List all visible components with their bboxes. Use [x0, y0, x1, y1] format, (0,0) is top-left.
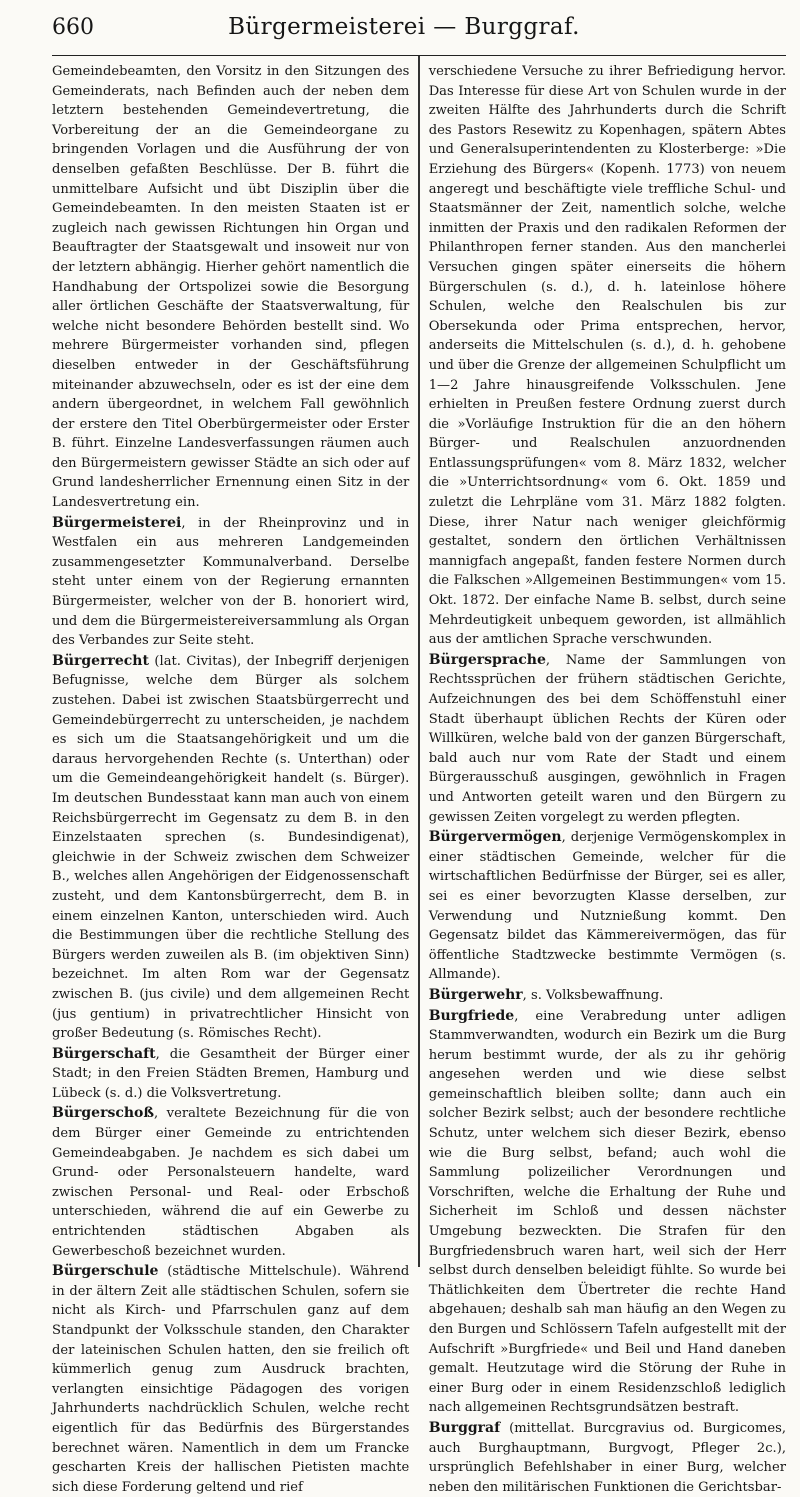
entry-text: , s. Volksbewaffnung. [522, 987, 664, 1003]
entry-lemma: Bürgerschule [52, 1263, 159, 1280]
entry-lemma: Bürgerschoß [52, 1105, 155, 1122]
dictionary-entry [52, 652, 409, 1044]
right-column [420, 62, 786, 1495]
entry-lemma: Bürgersprache [428, 651, 546, 668]
dictionary-entry [429, 62, 786, 650]
dictionary-entry [52, 1262, 409, 1497]
page-number: 660 [52, 15, 94, 40]
dictionary-entry [52, 1104, 409, 1261]
entry-text: , die Gesamtheit der Bürger einer Stadt; in den Freien Städten Bremen, Hamburg und Lübeck (s. d.) die Volksvertretung. [52, 1046, 410, 1101]
dictionary-entry [429, 1419, 786, 1497]
entry-text: verschiedene Versuche zu ihrer Befriedigung hervor. Das Interesse für diese Art von Schulen wurde in der zweiten Hälfte des Jahrhunderts durch die Schrift des Pastors Resewitz zu Kopenhagen, spätern Abtes und Generalsuperintendenten zu Klosterberge: »Die Erziehung des Bürgers« (Kopenh. 1773) von neuem angeregt und beschäftigte viele treffliche Schul- und Staatsmänner der Zeit, namentlich solche, welche inmitten der Praxis und den radikalen Reformen der Philanthropen ferner standen. Aus den mancherlei Versuchen gingen später einerseits die höhern Bürgerschulen (s. d.), d. h. lateinlose höhere Schulen, welche den Realschulen bis zur Obersekunda oder Prima entsprechen, hervor, anderseits die Mittelschulen (s. d.), d. h. gehobene und über die Grenze der allgemeinen Schulpflicht um 1—2 Jahre hinausgreifende Volksschulen. Jene erhielten in Preußen festere Ordnung zuerst durch die »Vorläufige Instruktion für die an den höhern Bürger- und Realschulen anzuordnenden Entlassungsprüfungen« vom 8. März 1832, welcher die »Unterrichtsordnung« vom 6. Okt. 1859 und zuletzt die Lehrpläne vom 31. März 1882 folgten. Diese, ihrer Natur nach weniger gleichförmig gestaltet, sondern den örtlichen Verhältnissen mannigfach angepaßt, fanden festere Normen durch die Falkschen »Allgemeinen Bestimmungen« vom 15. Okt. 1872. Der einfache Name B. selbst, durch seine Mehrdeutigkeit unbequem geworden, ist allmählich aus der amtlichen Sprache verschwunden. [428, 64, 786, 648]
running-title: Bürgermeisterei — Burggraf. [228, 14, 580, 40]
entry-lemma: Bürgerschaft [52, 1045, 156, 1062]
dictionary-entry [429, 651, 786, 827]
entry-lemma: Bürgermeisterei [52, 514, 182, 531]
two-column-body [52, 62, 786, 1495]
entry-text: , in der Rheinprovinz und in Westfalen ein aus mehreren Landgemeinden zusammengesetzter Kommunalverband. Derselbe steht unter einem von der Regierung ernannten Bürgermeister, welcher von der B. honoriert wird, und dem die Bürgermeistereiversammlung als Organ des Verbandes zur Seite steht. [52, 515, 410, 649]
entry-lemma: Bürgerwehr [428, 986, 523, 1003]
entry-lemma: Bürgerrecht [52, 652, 149, 669]
left-column [52, 62, 418, 1495]
entry-text: (mittellat. Burcgravius od. Burgicomes, auch Burghauptmann, Burgvogt, Pfleger 2c.), ursprünglich Befehlshaber in einer Burg, welcher neben den militärischen Funktionen die Gerichtsbar- [428, 1420, 786, 1495]
entry-text: (städtische Mittelschule). Während in der ältern Zeit alle städtischen Schulen, sofern sie nicht als Kirch- und Pfarrschulen ganz auf dem Standpunkt der Volksschule standen, den Charakter der lateinischen Schulen hatten, den sie freilich oft kümmerlich genug zum Ausdruck brachten, verlangten einsichtige Pädagogen des vorigen Jahrhunderts nachdrücklich Schulen, welche recht eigentlich für das Bedürfnis des Bürgerstandes berechnet wären. Namentlich in dem um Francke gescharten Kreis der hallischen Pietisten machte sich diese Forderung geltend und rief [52, 1264, 410, 1495]
page-header [52, 8, 786, 56]
entry-text: (lat. Civitas), der Inbegriff derjenigen Befugnisse, welche dem Bürger als solchem zustehen. Dabei ist zwischen Staatsbürgerrecht und Gemeindebürgerrecht zu unterscheiden, je nachdem es sich um die Staatsangehörigkeit und um die daraus hervorgehenden Rechte (s. Unterthan) oder um die Gemeindeangehörigkeit handelt (s. Bürger). Im deutschen Bundesstaat kann man auch von einem Reichsbürgerrecht im Gegensatz zu dem B. in den Einzelstaaten sprechen (s. Bundesindigenat), gleichwie in der Schweiz zwischen dem Schweizer B., welches allen Angehörigen der Eidgenossenschaft zusteht, und dem Kantonsbürgerrecht, dem B. in einem einzelnen Kanton, unterschieden wird. Auch die Bestimmungen über die rechtliche Stellung des Bürgers werden zuweilen als B. (im objektiven Sinn) bezeichnet. Im alten Rom war der Gegensatz zwischen B. (jus civile) und dem allgemeinen Recht (jus gentium) in privatrechtlicher Hinsicht von großer Bedeutung (s. Römisches Recht). [52, 653, 410, 1042]
dictionary-entry [429, 828, 786, 985]
dictionary-entry [429, 986, 786, 1006]
entry-text: Gemeindebeamten, den Vorsitz in den Sitzungen des Gemeinderats, nach Befinden auch der neben dem letztern bestehenden Gemeindevertretung, die Vorbereitung der an die Gemeindeorgane zu bringenden Vorlagen und die Ausführung der von denselben gefaßten Beschlüsse. Der B. führt die unmittelbare Aufsicht und übt Disziplin über die Gemeindebeamten. In den meisten Staaten ist er zugleich nach gewissen Richtungen hin Organ und Beauftragter der Staatsgewalt und insoweit nur von der letztern abhängig. Hierher gehört namentlich die Handhabung der Ortspolizei sowie die Besorgung aller örtlichen Geschäfte der Staatsverwaltung, für welche nicht besondere Behörden bestellt sind. Wo mehrere Bürgermeister vorhanden sind, pflegen dieselben entweder in der Geschäftsführung miteinander abzuwechseln, oder es ist der eine dem andern übergeordnet, in welchem Fall gewöhnlich der erstere den Titel Oberbürgermeister oder Erster B. führt. Einzelne Landesverfassungen räumen auch den Bürgermeistern gewisser Städte an sich oder auf Grund landesherrlicher Ernennung einen Sitz in der Landesvertretung ein. [52, 64, 410, 511]
entry-text: , veraltete Bezeichnung für die von dem Bürger einer Gemeinde zu entrichtenden Gemeindeabgaben. Je nachdem es sich dabei um Grund- oder Personalsteuern handelte, ward zwischen Personal- und Real- oder Erbschoß unterschieden, während die auf ein Gewerbe zu entrichtenden städtischen Abgaben als Gewerbeschoß bezeichnet wurden. [52, 1106, 410, 1259]
dictionary-entry [52, 62, 409, 513]
entry-lemma: Burgfriede [428, 1007, 515, 1024]
entry-lemma: Bürgervermögen [428, 829, 562, 846]
entry-lemma: Burggraf [428, 1419, 501, 1436]
dictionary-entry [52, 1045, 409, 1104]
entry-text: , derjenige Vermögenskomplex in einer städtischen Gemeinde, welcher für die wirtschaftlichen Bedürfnisse der Bürger, sei es aller, sei es einer bevorzugten Klasse derselben, zur Verwendung und Nutznießung kommt. Den Gegensatz bildet das Kämmereivermögen, das für öffentliche Stadtzwecke bestimmte Vermögen (s. Allmande). [428, 830, 786, 983]
dictionary-entry [52, 514, 409, 651]
entry-text: , eine Verabredung unter adligen Stammverwandten, wodurch ein Bezirk um die Burg herum bestimmt wurde, der als zu ihr gehörig angesehen werden und wie diese selbst gemeinschaftlich bleiben sollte; dann auch ein solcher Bezirk selbst; auch der besondere rechtliche Schutz, unter welchem sich dieser Bezirk, ebenso wie die Burg selbst, befand; auch wohl die Sammlung polizeilicher Verordnungen und Vorschriften, welche die Erhaltung der Ruhe und Sicherheit im Schloß und dessen nächster Umgebung bezweckten. Die Strafen für den Burgfriedensbruch waren hart, weil sich der Herr selbst durch denselben beleidigt fühlte. So wurde bei Thätlichkeiten dem Übertreter die rechte Hand abgehauen; deshalb sah man häufig an den Wegen zu den Burgen und Schlössern Tafeln aufgestellt mit der Aufschrift »Burgfriede« und Beil und Hand daneben gemalt. Heutzutage wird die Störung der Ruhe in einer Burg oder in einem Residenzschloß lediglich nach allgemeinen Rechtsgrundsätzen bestraft. [428, 1008, 786, 1416]
entry-text: , Name der Sammlungen von Rechtssprüchen der frühern städtischen Gerichte, Aufzeichnungen des bei dem Schöffenstuhl einer Stadt überhaupt üblichen Rechts der Küren oder Willküren, welche bald von der ganzen Bürgerschaft, bald auch nur vom Rate der Stadt und einem Bürgerausschuß ausgingen, gewöhnlich in Fragen und Antworten geteilt waren und den Bürgern zu gewissen Zeiten vorgelegt zu werden pflegten. [428, 652, 786, 825]
dictionary-entry [429, 1007, 786, 1418]
